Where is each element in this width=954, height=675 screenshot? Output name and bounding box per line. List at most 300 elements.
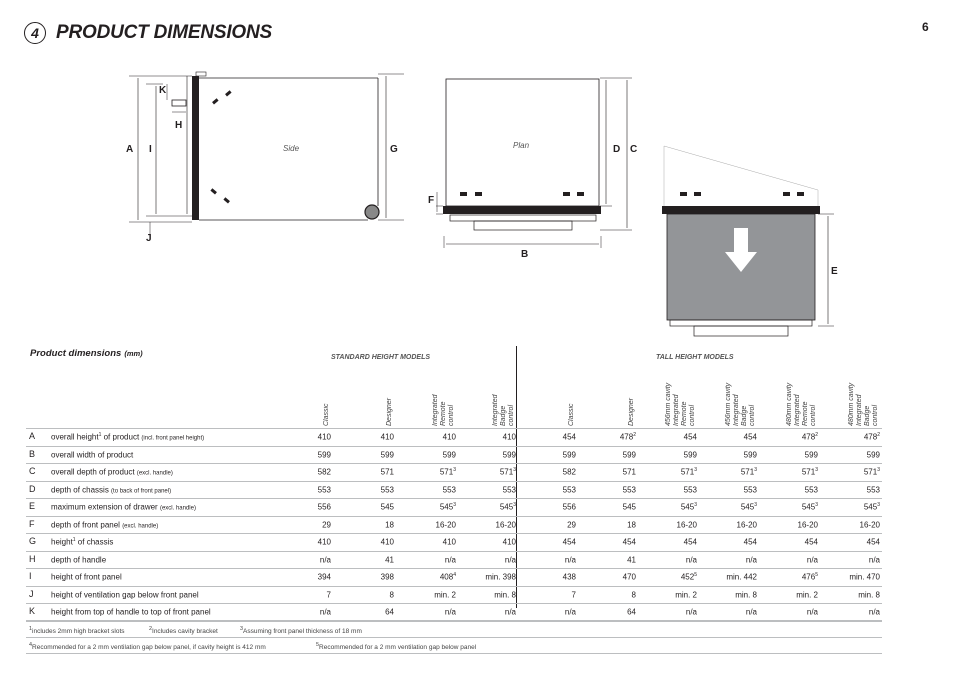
row-description [51,607,211,617]
row-key: K [29,606,36,616]
cell-value: 599 [683,450,697,460]
cell-value: 545 [740,502,755,512]
cell-value: 454 [743,537,757,547]
cell-value: 16-20 [797,520,818,530]
side-view-diagram [129,72,404,240]
cell-value: 553 [743,485,757,495]
row-key: F [29,518,35,529]
row-description-text: overall depth of product [51,467,135,477]
row-key: E [29,501,36,511]
cell-value: min. 398 [485,572,516,582]
cell-value: n/a [444,607,456,617]
cell-footnote-mark: 3 [453,467,456,473]
table-cell [291,432,331,442]
table-cell [354,590,394,600]
table-cell [840,555,880,565]
cell-value: n/a [504,555,516,565]
table-cell [717,432,757,442]
cell-value: min. 442 [726,572,757,582]
side-caption: Side [283,144,300,153]
cell-value: 410 [502,537,516,547]
footnote-2-text: Includes cavity bracket [152,628,218,636]
label-a: A [126,144,134,155]
row-description-text: depth of front panel [51,520,120,530]
row-description-text: height of ventilation gap below front panel [51,590,199,600]
cell-value: 599 [804,450,818,460]
table-cell [840,450,880,460]
table-cell [354,555,394,565]
table-cell [657,572,697,582]
dimensions-table [26,428,882,622]
table-cell [476,607,516,617]
cell-footnote-mark: 3 [877,502,880,508]
table-cell [840,590,880,600]
plan-view-diagram [436,78,632,248]
table-cell [840,485,880,495]
cell-footnote-mark: 3 [694,467,697,473]
cell-value: n/a [564,555,576,565]
table-cell [657,590,697,600]
table-cell [536,467,576,477]
cell-value: n/a [685,555,697,565]
cell-value: 454 [683,537,697,547]
table-cell [657,537,697,547]
row-description [51,555,106,565]
cell-value: 16-20 [495,520,516,530]
cell-value: min. 8 [735,590,757,600]
table-cell [291,450,331,460]
column-header [404,372,456,426]
label-i: I [149,144,152,155]
table-row [26,447,882,465]
row-description [51,467,173,477]
cell-value: 398 [380,572,394,582]
table-cell [416,432,456,442]
column-header [279,372,331,426]
footnote-1-mark: 1 [29,626,33,632]
cell-value: 410 [442,432,456,442]
row-description [51,520,158,530]
table-cell [596,607,636,617]
table-cell [354,432,394,442]
row-note: (excl. handle) [136,470,173,477]
table-cell [657,432,697,442]
row-description-text: depth of handle [51,555,107,565]
cell-value: 571 [680,467,695,477]
cell-value: 545 [863,502,878,512]
table-cell [291,572,331,582]
column-header-label: 456mm cavity Integrated Badge control [725,382,756,426]
table-row [26,428,882,447]
cell-value: 8 [389,590,394,600]
table-cell [476,555,516,565]
table-cell [657,607,697,617]
plan-caption: Plan [513,141,530,150]
table-cell [416,590,456,600]
cell-value: 545 [499,502,514,512]
table-unit: (mm) [124,349,143,358]
table-cell [354,467,394,477]
table-row [26,604,882,622]
table-cell [778,590,818,600]
table-cell [291,502,331,512]
column-header-label: Classic [323,403,330,426]
table-cell [291,590,331,600]
label-f: F [428,195,435,206]
table-cell [291,467,331,477]
cell-value: n/a [806,555,818,565]
cell-value: 571 [863,467,878,477]
footnote-5 [316,642,476,651]
table-cell [778,432,818,442]
row-description-text: depth of chassis [51,485,109,495]
column-header [645,372,697,426]
cell-value: 582 [562,467,576,477]
table-row [26,517,882,535]
table-cell [717,485,757,495]
table-cell [536,555,576,565]
row-description [51,590,199,600]
row-description [51,502,196,512]
cell-value: 410 [442,537,456,547]
row-key: C [29,466,36,476]
table-cell [354,607,394,617]
table-cell [840,432,880,442]
table-cell [476,502,516,512]
cell-value: 470 [622,572,636,582]
cell-footnote-mark: 3 [694,502,697,508]
table-cell [657,520,697,530]
table-cell [416,450,456,460]
row-description-text: maximum extension of drawer [51,502,158,512]
table-cell [717,607,757,617]
cell-value: 582 [317,467,331,477]
table-cell [291,485,331,495]
table-cell [416,520,456,530]
table-cell [657,555,697,565]
table-cell [476,432,516,442]
cell-footnote-mark: 3 [815,502,818,508]
table-cell [778,607,818,617]
row-description-text: overall width of product [51,450,134,460]
cell-value: 571 [622,467,636,477]
table-cell [596,520,636,530]
cell-value: n/a [806,607,818,617]
cell-footnote-mark: 3 [453,502,456,508]
cell-value: 571 [499,467,514,477]
table-cell [840,572,880,582]
table-cell [778,572,818,582]
table-cell [717,555,757,565]
table-cell [536,520,576,530]
cell-value: 553 [683,485,697,495]
row-key: J [29,588,34,599]
cell-value: 16-20 [676,520,697,530]
table-cell [416,572,456,582]
row-description [51,572,122,582]
table-cell [840,537,880,547]
row-description-text: overall height [51,432,99,442]
table-cell [778,502,818,512]
row-description-text: height [51,537,73,547]
table-cell [291,520,331,530]
column-header [766,372,818,426]
table-cell [596,502,636,512]
table-cell [536,485,576,495]
cell-value: 476 [801,572,816,582]
cell-value: 452 [680,572,695,582]
cell-footnote-mark: 3 [815,467,818,473]
cell-value: 545 [622,502,636,512]
table-cell [596,590,636,600]
cell-value: 454 [562,432,576,442]
table-cell [476,572,516,582]
table-title [30,348,143,359]
row-key: A [29,431,36,441]
cell-value: 18 [627,520,636,530]
table-cell [717,572,757,582]
cell-footnote-mark: 3 [877,467,880,473]
row-note: (excl. handle) [122,523,159,530]
cell-value: 556 [317,502,331,512]
cell-value: 29 [567,520,576,530]
column-header-label: Classic [568,403,575,426]
table-cell [840,520,880,530]
table-cell [657,467,697,477]
cell-value: 478 [801,432,816,442]
table-cell [416,467,456,477]
table-cell [291,555,331,565]
column-header-label: 480mm cavity Integrated Badge control [848,382,879,426]
cell-value: min. 2 [675,590,697,600]
row-description [51,537,113,547]
cell-value: 599 [866,450,880,460]
label-d: D [613,144,621,155]
column-header [828,372,880,426]
footnote-3 [240,626,362,635]
footnote-5-mark: 5 [316,642,320,648]
cell-value: 16-20 [859,520,880,530]
cell-value: 599 [743,450,757,460]
cell-footnote-mark: 2 [877,432,880,438]
table-row [26,552,882,570]
table-cell [536,502,576,512]
row-key: B [29,448,36,459]
table-cell [291,537,331,547]
cell-value: n/a [504,607,516,617]
table-cell [778,485,818,495]
cell-value: 408 [439,572,454,582]
table-row [26,464,882,482]
cell-value: 556 [562,502,576,512]
table-row [26,499,882,517]
row-description [51,432,204,442]
cell-value: 599 [442,450,456,460]
cell-value: 410 [317,537,331,547]
footnote-2-mark: 2 [149,626,153,632]
cell-value: 64 [627,607,636,617]
table-cell [416,485,456,495]
group-header-standard: STANDARD HEIGHT MODELS [331,354,431,361]
footnote-1-text: includes 2mm high bracket slots [32,628,125,636]
group-header-tall: TALL HEIGHT MODELS [656,354,734,361]
cell-value: 29 [322,520,331,530]
table-cell [778,467,818,477]
table-cell [657,485,697,495]
cell-value: 454 [743,432,757,442]
table-cell [354,502,394,512]
cell-value: 599 [317,450,331,460]
row-note: (excl. handle) [159,505,196,512]
cell-value: 545 [680,502,695,512]
table-cell [476,520,516,530]
column-header-label: 456mm cavity Integrated Remote control [665,382,696,426]
cell-footnote-mark: 3 [754,502,757,508]
cell-value: 41 [385,555,394,565]
table-cell [536,572,576,582]
cell-value: 571 [380,467,394,477]
cell-value: 454 [562,537,576,547]
cell-value: min. 8 [494,590,516,600]
table-cell [778,520,818,530]
cell-value: 545 [439,502,454,512]
table-cell [476,537,516,547]
column-header [705,372,757,426]
row-note: (incl. front panel height) [141,435,205,442]
cell-value: 545 [801,502,816,512]
table-cell [476,485,516,495]
footnote-3-mark: 3 [240,626,244,632]
cell-value: 16-20 [736,520,757,530]
cell-value: 599 [502,450,516,460]
cell-value: 394 [317,572,331,582]
cell-value: 18 [385,520,394,530]
table-cell [596,537,636,547]
table-cell [596,432,636,442]
cell-value: n/a [745,555,757,565]
label-h: H [175,120,183,131]
cell-value: 454 [683,432,697,442]
label-e: E [831,266,838,277]
footnote-4 [29,642,266,651]
cell-value: n/a [444,555,456,565]
cell-footnote-mark: 2 [815,432,818,438]
table-cell [840,502,880,512]
table-cell [354,450,394,460]
table-cell [416,502,456,512]
table-row [26,569,882,587]
table-cell [536,432,576,442]
footnote-2 [149,626,218,635]
table-cell [476,450,516,460]
table-title-text: Product dimensions [30,348,122,359]
cell-value: 7 [326,590,331,600]
cell-value: 454 [804,537,818,547]
table-cell [717,450,757,460]
cell-value: 545 [380,502,394,512]
cell-footnote-mark: 3 [513,467,516,473]
cell-footnote-mark: 3 [513,502,516,508]
cell-value: 599 [562,450,576,460]
row-key: H [29,553,36,564]
cell-value: 599 [622,450,636,460]
table-cell [596,450,636,460]
column-header-label: Designer [386,397,393,426]
column-header-label: 480mm cavity Integrated Remote control [786,382,817,426]
cell-value: 410 [380,537,394,547]
row-description-sup: 1 [98,432,102,438]
column-header-label: Integrated Badge control [492,394,515,426]
page-number: 6 [922,20,929,34]
cell-value: n/a [745,607,757,617]
table-cell [291,607,331,617]
cell-value: 16-20 [435,520,456,530]
table-cell [354,520,394,530]
row-key: G [29,536,37,546]
cell-value: 410 [317,432,331,442]
table-cell [717,537,757,547]
cell-value: 553 [562,485,576,495]
table-cell [476,467,516,477]
column-header-label: Integrated Remote control [432,394,455,426]
row-description [51,485,171,495]
cell-value: 438 [562,572,576,582]
table-cell [476,590,516,600]
row-description-sup: 1 [72,537,76,543]
row-description-text: height from top of handle to top of front panel [51,607,211,617]
label-c: C [630,144,638,155]
table-cell [778,537,818,547]
table-cell [778,555,818,565]
cell-value: 553 [622,485,636,495]
cell-value: 41 [627,555,636,565]
cell-value: 553 [804,485,818,495]
row-description-text: height of front panel [51,572,122,582]
cell-value: 553 [866,485,880,495]
row-description-rest: of chassis [75,537,114,547]
table-cell [596,467,636,477]
table-cell [717,502,757,512]
cell-value: 553 [317,485,331,495]
table-cell [536,537,576,547]
cell-value: 571 [801,467,816,477]
column-header [464,372,516,426]
cell-value: 553 [380,485,394,495]
row-key: D [29,483,36,494]
label-g: G [390,144,398,155]
table-cell [717,467,757,477]
cell-value: 599 [380,450,394,460]
cell-value: 64 [385,607,394,617]
table-cell [416,607,456,617]
column-header [524,372,576,426]
cell-value: 553 [502,485,516,495]
cell-value: 571 [740,467,755,477]
table-cell [536,450,576,460]
label-k: K [159,85,167,96]
table-cell [657,502,697,512]
cell-value: n/a [319,607,331,617]
table-cell [596,572,636,582]
cell-value: 7 [571,590,576,600]
cell-value: n/a [868,555,880,565]
cell-value: 478 [863,432,878,442]
table-cell [416,537,456,547]
table-cell [840,467,880,477]
column-header [342,372,394,426]
cell-value: 454 [622,537,636,547]
table-cell [354,537,394,547]
